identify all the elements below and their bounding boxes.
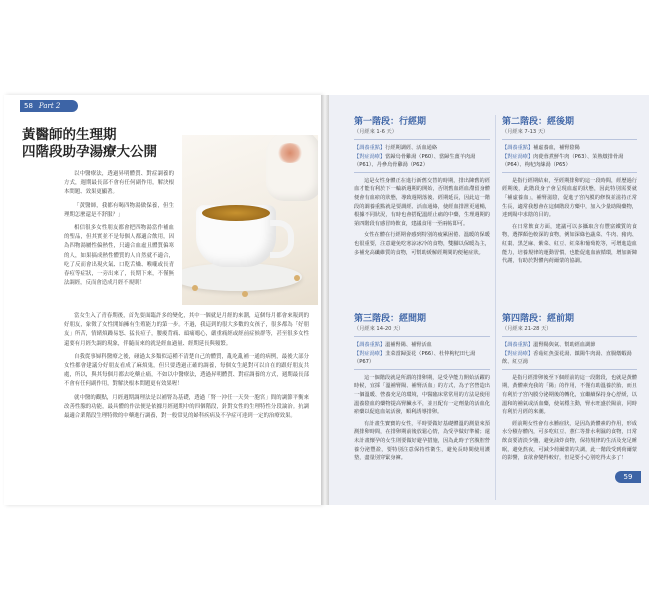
column-divider <box>495 115 496 500</box>
soup-tag: 【對症湯療】 <box>502 350 534 357</box>
phase-paragraph: 這一個階段就是所謂的排卵期，是受孕能力開始活躍的時候，宜採「溫補腎陽、補腎活血」的方式，為子宮營造出一個溫暖、營養充足的環境，中醫臨床常常用的方法是使用溫養陰血的藥物提高腎臟水平，並且配有一定劑量的活血化瘀藥以促進血氣活潑，順利誘導排卵。 <box>354 374 490 416</box>
book-gutter <box>321 95 329 505</box>
main-paragraph: 當女生入了青春期後，首先要面臨許多的變化，其中一個就是月經的來潮，這個每月都會來報到的好朋友，象徵了女性開始擁有生殖能力的第一步。不過，我這到的很大多數的女孩子，很多都為「好朋友」所苦，情緒煩躁易怒、猛長痘子，腰痠背痛、頭痛噁心，嚴重痛經或經前症候群等，甚至很多女性還要有月經失調的現象，伴隨而來的就是經血過量、經期延長與頻繁。 <box>64 313 309 347</box>
phase-days: （月經來 14-20 天） <box>354 326 404 332</box>
phase-paragraph: 是指月經排卵後至下個經前的這一段階段，也就是黃體期，黃體素充我的「陽」的作用，不僅有助溫養於胎，而且有利於子宮內膜分泌期後的轉化，宜繼續保持身心舒緩，以溫和的補氣或活血藥，使氣穩主動，腎水旺盛於陽前，同時有利於月經的來潮。 <box>502 374 637 416</box>
goji-berry <box>192 285 198 291</box>
focus-text: 行經期調經、活血通絡 <box>385 145 438 151</box>
soup-tag: 【對症湯療】 <box>354 153 386 160</box>
title-line-2: 四階段助孕湯療大公開 <box>22 144 157 160</box>
phase-paragraph: 經前期女性會有水腫症狀，是因為黃體素的作用，形成水分積存體內，可多吃紅豆、薏仁等排水利濕的食物，日常飲食要清淡少鹽，避免油炸食物，保持規律的生活及充足睡眠，避免熬夜，可減少荷爾蒙的失調，此一階段受到荷爾蒙的影響，食欲會變得較好，但是要小心別吃得太多了！ <box>502 420 637 462</box>
intro-paragraph: 相信很多女性朋友都會把四物湯當作補血的聖品，但其實並不是每個人都適合飲用，因為四物湯屬性偏熱性，只適合血虛且體質偏寒的人，如果搞成熱性體質的人自然就不適合，吃了反而會出現火氣、口乾舌燥、喉嚨或長青春痘等症狀，一旁出來了，長期下來，不僅無法調經，反而會造成月經不規則！ <box>64 225 174 287</box>
focus-tag: 【調養重點】 <box>502 145 534 151</box>
divider <box>354 172 490 173</box>
divider <box>354 139 490 140</box>
tea-cup-photo <box>182 135 318 305</box>
cup-handle-illustration <box>270 220 294 258</box>
page-number-tab-left <box>20 100 78 112</box>
phase-days: （月經來 1-6 天） <box>354 129 397 135</box>
focus-tag: 【調養重點】 <box>502 342 534 348</box>
phase-section <box>354 313 490 463</box>
focus-text: 溫腎陽與氣、幫助經血調節 <box>533 342 596 348</box>
main-paragraph: 就中醫的觀點，月經週期調理法是以補腎為基礎，透過「腎一沖任一天癸一胞宮」間的調節平衡來改善性腺的功能，最具體的作法便是依據月經週期中的四個階段，針對女性的生理特性分段論治。抗調最適合業階段生理特徵的中藥進行調養，對一般常見的婦科疾病及不孕症可達到一定的治療效果。 <box>64 394 309 420</box>
main-text <box>64 312 309 425</box>
soup-tag: 【對症湯療】 <box>502 153 534 160</box>
goji-berry <box>242 291 248 297</box>
soup-text: 香菇紅魚蛋花湯、鎮陽牛肉湯、直腸燉蝦湯飲、紅豆湯 <box>502 350 632 366</box>
left-page <box>4 95 321 505</box>
saucer-illustration <box>182 263 302 291</box>
focus-tag: 【調養重點】 <box>354 342 386 348</box>
focus-line <box>354 144 490 153</box>
soup-text: 韭菜當歸蛋花（P66）、杜仲枸杞田七湯（P67） <box>354 350 476 366</box>
divider <box>502 172 637 173</box>
title-line-1: 黃醫師的生理期 <box>22 127 117 143</box>
focus-tag: 【調養重點】 <box>354 145 386 151</box>
phase-heading: 第三階段：經間期 <box>354 314 427 324</box>
phase-section <box>502 313 637 463</box>
soup-text: 當歸烏骨雞湯（P60）、當歸生薑羊肉湯（P61）、丹參烏骨雞湯（P62） <box>354 153 476 169</box>
soup-line <box>354 350 490 367</box>
soup-tag: 【對症湯療】 <box>354 350 386 357</box>
page-number-left: 58 <box>24 102 33 110</box>
phase-paragraph: 是指行經期結束，至經期排卵的這一段時間，經歷過行經期後，此階段身子會呈現血虛的狀態，因此特別需要就「補虛養血」，補腎滋陰，促進子宮內膜的修復並滋持正常生長，適常我想會在這個階段方藥中，加入少量助陽藥物，達到陽中求陰的目的。 <box>502 177 637 219</box>
phase-section <box>354 116 490 257</box>
phase-heading: 第二階段：經後期 <box>502 117 575 127</box>
teapot-flower-decoration <box>276 143 304 163</box>
focus-text: 溫補腎陽、補腎活血 <box>385 342 432 348</box>
intro-paragraph: 以中醫療法，透過昇明體質、對症調養的方式，週期最長部不會有任何副作用，解決根本問題、效果更顯著。 <box>64 171 174 196</box>
focus-line <box>502 341 637 350</box>
divider <box>502 369 637 370</box>
divider <box>354 369 490 370</box>
part-label: Part 2 <box>38 102 61 110</box>
intro-text <box>64 170 174 292</box>
goji-berry <box>294 275 300 281</box>
phase-paragraph: 有計畫生寶寶的女性，平時要做好基礎體溫的測量來預測排卵時間，在排卵期前後放鬆心情，為受孕做好準備；還未計畫懷孕的女生則要做好避孕措施，因為此時子宮腹腔營養分泌豐盈，要特別注意保持性衛生，避免長時間使用護墊，盡量別穿緊身褲。 <box>354 420 490 462</box>
page-title <box>22 127 162 161</box>
phase-days: （月經來 7-13 天） <box>502 129 549 135</box>
focus-text: 補虛養血，補腎陰陽 <box>533 145 580 151</box>
phase-paragraph: 女性在體在行經期會感到特別的疲累困倦、溫暖的保暖也很重要，注意避免吃寒涼冰冷的食物，雙腳以保暖為主，多補充高纖維質的食物，可幫助緩解經期間的便秘症狀。 <box>354 232 490 256</box>
phase-heading: 第四階段：經前期 <box>502 314 575 324</box>
soup-line <box>502 350 637 367</box>
soup-line <box>354 153 490 170</box>
phase-paragraph: 這是女性身體正在進行新舊交替的時期，排出陳舊的經血才能有利於下一輪新週期的開始，否則舊血經血滯留身體便會有血瘀的狀態，導致週期落後、經期延長，因此這一階段的調養重點就是要調經、活血通絡，使經血排泄更通暢，根據不同狀況，有時也會搭配溫經止痛的中藥，生理週期的第四階段有感冒時飲食，建議食用一至兩帖即可。 <box>354 177 490 227</box>
page-number-right: 59 <box>615 471 641 483</box>
intro-paragraph: 「黃醫師，我都有喝四物湯做保養，但生理期怎麼還是不舒服？」 <box>64 202 174 218</box>
divider <box>502 139 637 140</box>
divider <box>354 336 490 337</box>
soup-line <box>502 153 637 170</box>
phase-days: （月經來 21-28 天） <box>502 326 552 332</box>
tea-surface-illustration <box>202 205 270 221</box>
phase-heading: 第一階段：行經期 <box>354 117 427 127</box>
focus-line <box>354 341 490 350</box>
soup-text: 肉蓯蓉煮鮮牛肉（P63）、茉熟燉排骨湯（P64）、枸杞肉絲湯（P65） <box>502 153 624 169</box>
focus-line <box>502 144 637 153</box>
phase-paragraph: 在日常飲食方面，建議可以多攝取含有豐富鐵質的食物，選擇顏色較深的食物，例如深綠色蔬菜、牛肉、豬肉、紅棗、黑芝麻、紫菜、紅豆、紅菜和葡萄乾等，可增進造血能力，培養規律的運動習慣，也能促進血液循環，增加新陳代謝，有助於對體內荷爾蒙的協調。 <box>502 223 637 265</box>
main-paragraph: 自我從事婦科醫療之後，碰過太多類似這種不清楚自己的體質，亂吃亂補一通的病例，最後大部分女性都會建議分好朋友看成了麻煩鬼，但只要透過正確的調養，每個女生絕對可以自在的跟好朋友共處，所以，與其每個月都去吃藥止痛，不如以中醫療法，透過昇明體質、對症調養的方式，週期最長部不會有任何副作用，對解決根本問題更有效果喔！ <box>64 353 309 388</box>
phase-section <box>502 116 637 266</box>
divider <box>502 336 637 337</box>
